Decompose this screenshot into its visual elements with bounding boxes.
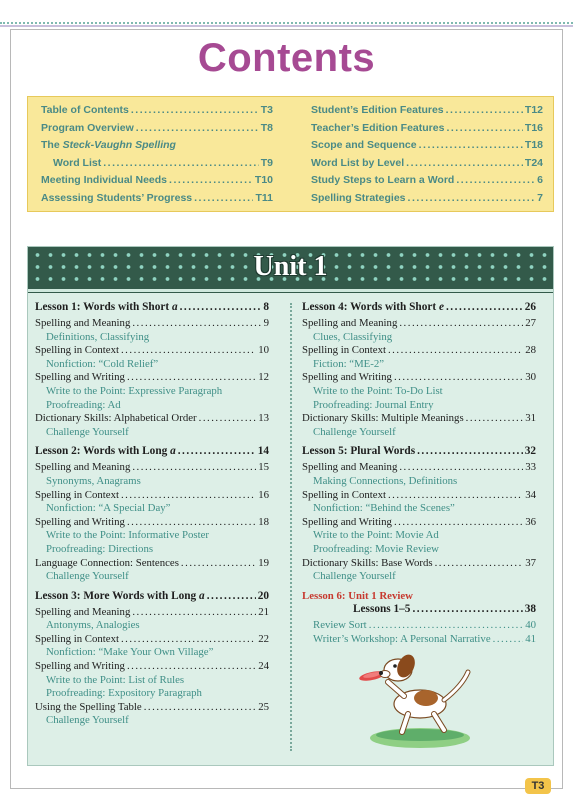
- lesson-row[interactable]: Dictionary Skills: Multiple Meanings ..... 31: [302, 412, 536, 426]
- lesson-heading[interactable]: Lesson 1: Words with Short a ..... 8: [35, 301, 269, 317]
- lesson-5: [302, 445, 536, 583]
- lesson-row[interactable]: Spelling and Writing ..... 18: [35, 516, 269, 530]
- unit-right-column: [302, 301, 536, 652]
- lesson-row[interactable]: Spelling and Writing ..... 30: [302, 371, 536, 385]
- toc-item[interactable]: Spelling Strategies ..... 7: [311, 192, 543, 210]
- unit-title: Unit 1: [253, 251, 328, 282]
- lesson-row[interactable]: Using the Spelling Table ..... 25: [35, 701, 269, 715]
- toc-item[interactable]: Table of Contents ..... T3: [41, 104, 273, 122]
- lesson-subrow: Nonfiction: “Make Your Own Village”: [46, 646, 214, 659]
- toc-item[interactable]: Teacher’s Edition Features ..... T16: [311, 122, 543, 140]
- lesson-subrow: Proofreading: Expository Paragraph: [46, 687, 202, 700]
- page-title: Contents: [197, 36, 376, 80]
- lesson-row[interactable]: Dictionary Skills: Base Words ..... 37: [302, 557, 536, 571]
- lesson-heading[interactable]: Lesson 3: More Words with Long a ..... 20: [35, 590, 269, 606]
- lesson-heading[interactable]: Lesson 5: Plural Words ..... 32: [302, 445, 536, 461]
- banner-rule: [28, 289, 553, 293]
- lesson-subrow: Write to the Point: To-Do List: [313, 384, 443, 397]
- column-divider: [290, 303, 292, 751]
- page-number: T3: [525, 778, 551, 794]
- lesson-row[interactable]: Spelling in Context ..... 10: [35, 344, 269, 358]
- lesson-subrow: Write to the Point: Informative Poster: [46, 529, 209, 542]
- review-lessons-row[interactable]: Lessons 1–5 ..... 38: [302, 603, 536, 619]
- review-row[interactable]: Review Sort ..... 40: [302, 619, 536, 633]
- lesson-subrow: Nonfiction: “Behind the Scenes”: [313, 502, 455, 515]
- toc-item[interactable]: Program Overview ..... T8: [41, 122, 273, 140]
- lesson-subrow: Proofreading: Directions: [46, 542, 154, 555]
- lesson-row[interactable]: Spelling and Writing ..... 12: [35, 371, 269, 385]
- lesson-row[interactable]: Dictionary Skills: Alphabetical Order ..... 13: [35, 412, 269, 426]
- toc-item[interactable]: Meeting Individual Needs ..... T10: [41, 174, 273, 192]
- lesson-subrow: Nonfiction: “Cold Relief”: [46, 357, 159, 370]
- lesson-row[interactable]: Spelling in Context ..... 16: [35, 489, 269, 503]
- contents-right-column: [311, 104, 543, 210]
- lesson-subrow: Write to the Point: Expressive Paragraph: [46, 384, 223, 397]
- lesson-subrow: Nonfiction: “A Special Day”: [46, 502, 171, 515]
- lesson-row[interactable]: Spelling in Context ..... 22: [35, 633, 269, 647]
- dog-illustration: [358, 642, 478, 752]
- lesson-subrow: Making Connections, Definitions: [313, 474, 458, 487]
- lesson-subrow: Proofreading: Ad: [46, 398, 121, 411]
- lesson-subrow: Write to the Point: List of Rules: [46, 673, 185, 686]
- lesson-subrow: Challenge Yourself: [313, 425, 396, 438]
- lesson-6: [302, 590, 536, 647]
- lesson-subrow: Antonyms, Analogies: [46, 619, 140, 632]
- lesson-subrow: Clues, Classifying: [313, 330, 393, 343]
- unit-left-column: [35, 301, 269, 734]
- lesson-subrow: Synonyms, Anagrams: [46, 474, 141, 487]
- lesson-4: [302, 301, 536, 439]
- lesson-row[interactable]: Language Connection: Sentences ..... 19: [35, 557, 269, 571]
- lesson-subrow: Challenge Yourself: [313, 570, 396, 583]
- lesson-subrow: Proofreading: Movie Review: [313, 542, 439, 555]
- toc-item[interactable]: Study Steps to Learn a Word ..... 6: [311, 174, 543, 192]
- lesson-2: [35, 445, 269, 583]
- lesson-row[interactable]: Spelling and Meaning ..... 21: [35, 606, 269, 620]
- lesson-subrow: Challenge Yourself: [46, 570, 129, 583]
- toc-item[interactable]: Scope and Sequence ..... T18: [311, 139, 543, 157]
- lesson-row[interactable]: Spelling in Context ..... 34: [302, 489, 536, 503]
- lesson-row[interactable]: Spelling and Meaning ..... 33: [302, 461, 536, 475]
- toc-item[interactable]: Student’s Edition Features ..... T12: [311, 104, 543, 122]
- toc-item[interactable]: Word List by Level ..... T24: [311, 157, 543, 175]
- lesson-subrow: Proofreading: Journal Entry: [313, 398, 434, 411]
- lesson-row[interactable]: Spelling and Meaning ..... 9: [35, 317, 269, 331]
- lesson-row[interactable]: Spelling and Meaning ..... 15: [35, 461, 269, 475]
- lesson-heading[interactable]: Lesson 2: Words with Long a ..... 14: [35, 445, 269, 461]
- toc-item[interactable]: The Steck-Vaughn Spelling: [41, 139, 176, 152]
- review-heading[interactable]: Lesson 6: Unit 1 Review: [302, 589, 413, 602]
- lesson-subrow: Write to the Point: Movie Ad: [313, 529, 439, 542]
- lesson-1: [35, 301, 269, 439]
- lesson-row[interactable]: Spelling in Context ..... 28: [302, 344, 536, 358]
- unit-panel: [27, 246, 554, 766]
- lesson-row[interactable]: Spelling and Meaning ..... 27: [302, 317, 536, 331]
- review-row[interactable]: Writer’s Workshop: A Personal Narrative ..... 41: [302, 633, 536, 647]
- contents-box: [27, 96, 554, 212]
- lesson-subrow: Fiction: “ME-2”: [313, 357, 385, 370]
- lesson-row[interactable]: Spelling and Writing ..... 24: [35, 660, 269, 674]
- contents-left-column: [41, 104, 273, 210]
- lesson-row[interactable]: Spelling and Writing ..... 36: [302, 516, 536, 530]
- toc-item[interactable]: Word List ..... T9: [41, 157, 273, 175]
- top-rule: [0, 22, 573, 27]
- lesson-heading[interactable]: Lesson 4: Words with Short e ..... 26: [302, 301, 536, 317]
- toc-item[interactable]: Assessing Students’ Progress ..... T11: [41, 192, 273, 210]
- lesson-subrow: Challenge Yourself: [46, 714, 129, 727]
- lesson-3: [35, 590, 269, 728]
- lesson-subrow: Definitions, Classifying: [46, 330, 150, 343]
- lesson-subrow: Challenge Yourself: [46, 425, 129, 438]
